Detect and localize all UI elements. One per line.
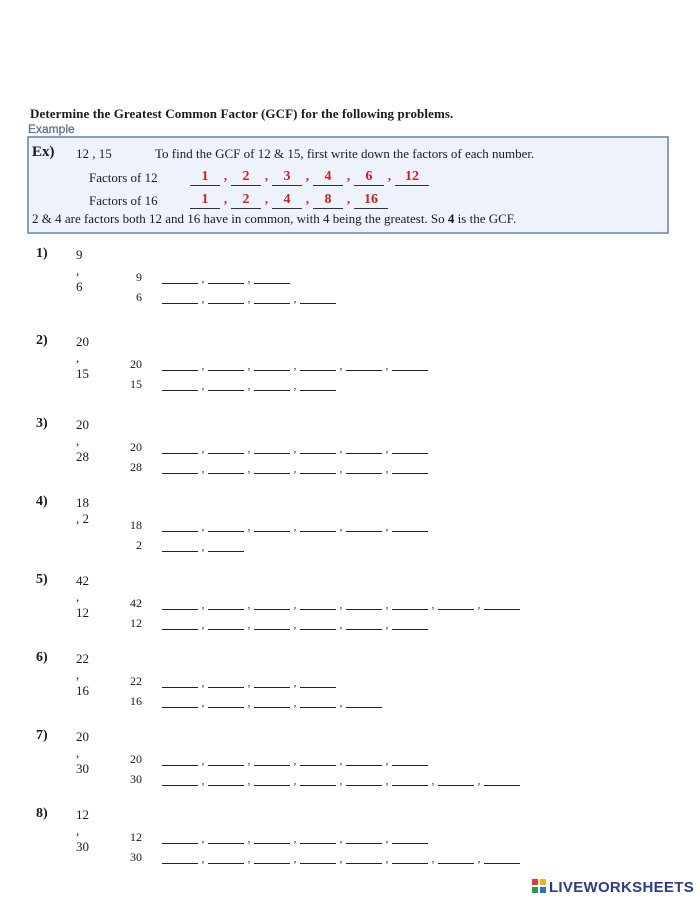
problem-number: 8) [36,806,48,821]
blank-separator-comma: , [247,753,251,767]
factor-answer-blank[interactable] [208,616,244,630]
blank-separator-comma: , [339,441,343,455]
blank-separator-comma: , [339,597,343,611]
factor-answer-blank[interactable] [346,440,382,454]
blank-separator-comma: , [247,851,251,865]
blank-separator-comma: , [385,753,389,767]
factor-answer-blank[interactable] [300,377,336,391]
blank-separator-comma: , [247,461,251,475]
factor-answer-blank[interactable] [254,270,290,284]
example-conclusion [32,211,516,227]
blank-separator-comma: , [201,378,205,392]
blank-separator-comma: , [293,461,297,475]
blank-separator-comma: , [293,358,297,372]
blank-separator-comma: , [201,753,205,767]
blank-separator-comma: , [431,597,435,611]
factor-answer-blank[interactable] [254,357,290,371]
blank-separator-comma: , [293,753,297,767]
factor-answer-blank[interactable] [208,290,244,304]
factor-answer-blank[interactable] [254,460,290,474]
brand-logo [532,879,694,896]
factor-row-number: 42 [130,596,142,610]
factor-answer-blank[interactable] [484,850,520,864]
example-factor: 4 [272,192,302,209]
example-factor: 6 [354,169,384,186]
blank-separator-comma: , [385,617,389,631]
problem-number: 3) [36,416,48,431]
liveworksheets-logo-icon [532,879,546,893]
factor-answer-blank[interactable] [346,752,382,766]
blank-separator-comma: , [201,597,205,611]
factor-blanks [162,357,428,375]
blank-separator-comma: , [385,461,389,475]
factor-answer-blank[interactable] [254,830,290,844]
blank-separator-comma: , [293,675,297,689]
example-factor-values [190,191,388,209]
problem-number: 7) [36,728,48,743]
factor-answer-blank[interactable] [162,752,198,766]
blank-separator-comma: , [339,851,343,865]
blank-separator-comma: , [339,358,343,372]
blank-separator-comma: , [201,617,205,631]
blank-separator-comma: , [201,675,205,689]
factor-answer-blank[interactable] [392,518,428,532]
factor-answer-blank[interactable] [254,850,290,864]
blank-separator-comma: , [201,519,205,533]
factor-answer-blank[interactable] [162,290,198,304]
blank-separator-comma: , [385,597,389,611]
factor-answer-blank[interactable] [300,752,336,766]
example-factor-comma: , [223,168,228,183]
problem-pair: 20 , 15 [76,334,89,381]
example-factor-comma: , [264,168,269,183]
example-factor: 2 [231,169,261,186]
problem-number: 4) [36,494,48,509]
factor-answer-blank[interactable] [254,377,290,391]
example-box [27,136,669,234]
factor-answer-blank[interactable] [254,674,290,688]
example-factor-comma: , [264,191,269,206]
factor-answer-blank[interactable] [392,830,428,844]
blank-separator-comma: , [247,831,251,845]
factor-answer-blank[interactable] [484,596,520,610]
blank-separator-comma: , [293,773,297,787]
blank-separator-comma: , [385,519,389,533]
factor-answer-blank[interactable] [346,830,382,844]
blank-separator-comma: , [339,753,343,767]
example-factor: 1 [190,169,220,186]
conclusion-text: 2 & 4 are factors both 12 and 16 have in common, with 4 being the greatest. So [32,211,448,226]
factor-answer-blank[interactable] [300,850,336,864]
factor-row-number: 18 [130,518,142,532]
factor-row-number: 28 [130,460,142,474]
factor-answer-blank[interactable] [208,752,244,766]
factor-answer-blank[interactable] [208,694,244,708]
factor-answer-blank[interactable] [392,440,428,454]
blank-separator-comma: , [385,851,389,865]
factor-answer-blank[interactable] [438,850,474,864]
factor-answer-blank[interactable] [208,270,244,284]
example-factor-values [190,168,429,186]
factor-answer-blank[interactable] [162,694,198,708]
factor-answer-blank[interactable] [208,850,244,864]
factor-blanks [162,850,520,868]
example-tab-label: Example [28,122,75,136]
factor-row-number: 12 [130,830,142,844]
blank-separator-comma: , [339,617,343,631]
example-factor: 12 [395,169,429,186]
factor-answer-blank[interactable] [300,616,336,630]
problem-pair: 9 , 6 [76,247,83,294]
blank-separator-comma: , [477,773,481,787]
factor-row-number: 20 [130,440,142,454]
problem-pair: 20 , 30 [76,729,89,776]
factor-answer-blank[interactable] [300,830,336,844]
factor-answer-blank[interactable] [254,616,290,630]
factor-answer-blank[interactable] [392,616,428,630]
factor-answer-blank[interactable] [254,596,290,610]
blank-separator-comma: , [339,519,343,533]
factor-answer-blank[interactable] [208,357,244,371]
factor-answer-blank[interactable] [346,357,382,371]
factor-row-number: 12 [130,616,142,630]
problem-number: 5) [36,572,48,587]
factor-answer-blank[interactable] [162,674,198,688]
conclusion-answer: 4 [447,211,455,226]
factor-answer-blank[interactable] [254,290,290,304]
blank-separator-comma: , [201,851,205,865]
blank-separator-comma: , [477,597,481,611]
blank-separator-comma: , [247,597,251,611]
factor-row-number: 20 [130,752,142,766]
factor-answer-blank[interactable] [254,518,290,532]
example-problem: 12 , 15 [76,146,112,161]
factor-answer-blank[interactable] [300,357,336,371]
factor-answer-blank[interactable] [392,850,428,864]
factor-blanks [162,752,428,770]
blank-separator-comma: , [293,378,297,392]
factor-answer-blank[interactable] [208,460,244,474]
factor-answer-blank[interactable] [346,772,382,786]
blank-separator-comma: , [385,441,389,455]
blank-separator-comma: , [385,358,389,372]
factor-answer-blank[interactable] [392,772,428,786]
factor-answer-blank[interactable] [162,440,198,454]
blank-separator-comma: , [201,831,205,845]
blank-separator-comma: , [247,519,251,533]
example-factor-comma: , [223,191,228,206]
problem-pair: 18 , 2 [76,495,89,526]
factor-blanks [162,270,290,288]
factor-answer-blank[interactable] [346,616,382,630]
factor-answer-blank[interactable] [162,596,198,610]
factor-answer-blank[interactable] [254,772,290,786]
factor-answer-blank[interactable] [208,377,244,391]
factor-answer-blank[interactable] [346,596,382,610]
factor-answer-blank[interactable] [162,538,198,552]
factor-answer-blank[interactable] [162,357,198,371]
example-factor: 2 [231,192,261,209]
factor-answer-blank[interactable] [392,752,428,766]
blank-separator-comma: , [201,461,205,475]
factor-answer-blank[interactable] [392,596,428,610]
example-factor-comma: , [346,168,351,183]
blank-separator-comma: , [339,831,343,845]
blank-separator-comma: , [201,773,205,787]
factor-row-number: 30 [130,850,142,864]
blank-separator-comma: , [247,773,251,787]
example-factor: 4 [313,169,343,186]
factor-answer-blank[interactable] [438,772,474,786]
factor-answer-blank[interactable] [208,596,244,610]
example-factor-label: Factors of 12 [89,170,158,185]
factor-answer-blank[interactable] [300,674,336,688]
factor-row-number: 9 [136,270,142,284]
blank-separator-comma: , [201,539,205,553]
blank-separator-comma: , [201,441,205,455]
factor-answer-blank[interactable] [208,440,244,454]
factor-row-number: 16 [130,694,142,708]
blank-separator-comma: , [293,291,297,305]
blank-separator-comma: , [247,617,251,631]
example-factor: 3 [272,169,302,186]
blank-separator-comma: , [201,695,205,709]
factor-blanks [162,674,336,692]
factor-answer-blank[interactable] [300,596,336,610]
factor-answer-blank[interactable] [208,518,244,532]
example-factor-comma: , [346,191,351,206]
blank-separator-comma: , [247,675,251,689]
problem-number: 1) [36,246,48,261]
factor-blanks [162,377,336,395]
problem-number: 2) [36,333,48,348]
blank-separator-comma: , [477,851,481,865]
example-factor: 16 [354,192,388,209]
factor-answer-blank[interactable] [300,772,336,786]
problem-pair: 20 , 28 [76,417,89,464]
example-factor: 1 [190,192,220,209]
factor-row-number: 2 [136,538,142,552]
factor-answer-blank[interactable] [392,357,428,371]
factor-blanks [162,290,336,308]
blank-separator-comma: , [293,519,297,533]
factor-row-number: 15 [130,377,142,391]
factor-answer-blank[interactable] [162,850,198,864]
factor-blanks [162,694,382,712]
example-factor-comma: , [387,168,392,183]
factor-answer-blank[interactable] [162,616,198,630]
factor-row-number: 6 [136,290,142,304]
factor-answer-blank[interactable] [300,290,336,304]
factor-answer-blank[interactable] [162,518,198,532]
factor-answer-blank[interactable] [300,694,336,708]
factor-answer-blank[interactable] [208,674,244,688]
blank-separator-comma: , [293,851,297,865]
factor-blanks [162,830,428,848]
factor-answer-blank[interactable] [300,518,336,532]
factor-answer-blank[interactable] [300,460,336,474]
factor-answer-blank[interactable] [484,772,520,786]
factor-answer-blank[interactable] [162,772,198,786]
example-instruction: To find the GCF of 12 & 15, first write down the factors of each number. [155,146,535,161]
factor-answer-blank[interactable] [162,460,198,474]
blank-separator-comma: , [247,378,251,392]
blank-separator-comma: , [339,461,343,475]
instructions-heading: Determine the Greatest Common Factor (GCF) for the following problems. [30,106,454,121]
brand-text: LIVEWORKSHEETS [548,879,694,896]
factor-answer-blank[interactable] [208,772,244,786]
blank-separator-comma: , [247,358,251,372]
problem-number: 6) [36,650,48,665]
blank-separator-comma: , [247,271,251,285]
factor-answer-blank[interactable] [346,850,382,864]
factor-blanks [162,616,428,634]
factor-blanks [162,772,520,790]
blank-separator-comma: , [247,695,251,709]
factor-blanks [162,596,520,614]
factor-answer-blank[interactable] [346,460,382,474]
example-factor-comma: , [305,191,310,206]
problem-pair: 42 , 12 [76,573,89,620]
factor-row-number: 30 [130,772,142,786]
factor-answer-blank[interactable] [208,538,244,552]
factor-answer-blank[interactable] [162,830,198,844]
blank-separator-comma: , [431,773,435,787]
blank-separator-comma: , [201,291,205,305]
blank-separator-comma: , [339,773,343,787]
factor-answer-blank[interactable] [300,440,336,454]
example-factor-comma: , [305,168,310,183]
factor-answer-blank[interactable] [208,830,244,844]
blank-separator-comma: , [385,773,389,787]
factor-row-number: 20 [130,357,142,371]
factor-blanks [162,538,244,556]
problem-pair: 22 , 16 [76,651,89,698]
blank-separator-comma: , [201,271,205,285]
factor-answer-blank[interactable] [254,440,290,454]
factor-answer-blank[interactable] [438,596,474,610]
factor-answer-blank[interactable] [392,460,428,474]
blank-separator-comma: , [293,831,297,845]
factor-answer-blank[interactable] [346,518,382,532]
example-label: Ex) [32,144,55,160]
blank-separator-comma: , [293,617,297,631]
factor-answer-blank[interactable] [162,377,198,391]
factor-answer-blank[interactable] [162,270,198,284]
conclusion-text-end: is the GCF. [454,211,517,226]
blank-separator-comma: , [293,695,297,709]
factor-blanks [162,518,428,536]
blank-separator-comma: , [385,831,389,845]
blank-separator-comma: , [339,695,343,709]
example-factor: 8 [313,192,343,209]
factor-blanks [162,460,428,478]
example-factor-label: Factors of 16 [89,193,158,208]
blank-separator-comma: , [293,597,297,611]
factor-row-number: 22 [130,674,142,688]
blank-separator-comma: , [293,441,297,455]
blank-separator-comma: , [247,441,251,455]
factor-answer-blank[interactable] [254,694,290,708]
blank-separator-comma: , [247,291,251,305]
factor-answer-blank[interactable] [254,752,290,766]
factor-blanks [162,440,428,458]
blank-separator-comma: , [431,851,435,865]
blank-separator-comma: , [201,358,205,372]
factor-answer-blank[interactable] [346,694,382,708]
problem-pair: 12 , 30 [76,807,89,854]
